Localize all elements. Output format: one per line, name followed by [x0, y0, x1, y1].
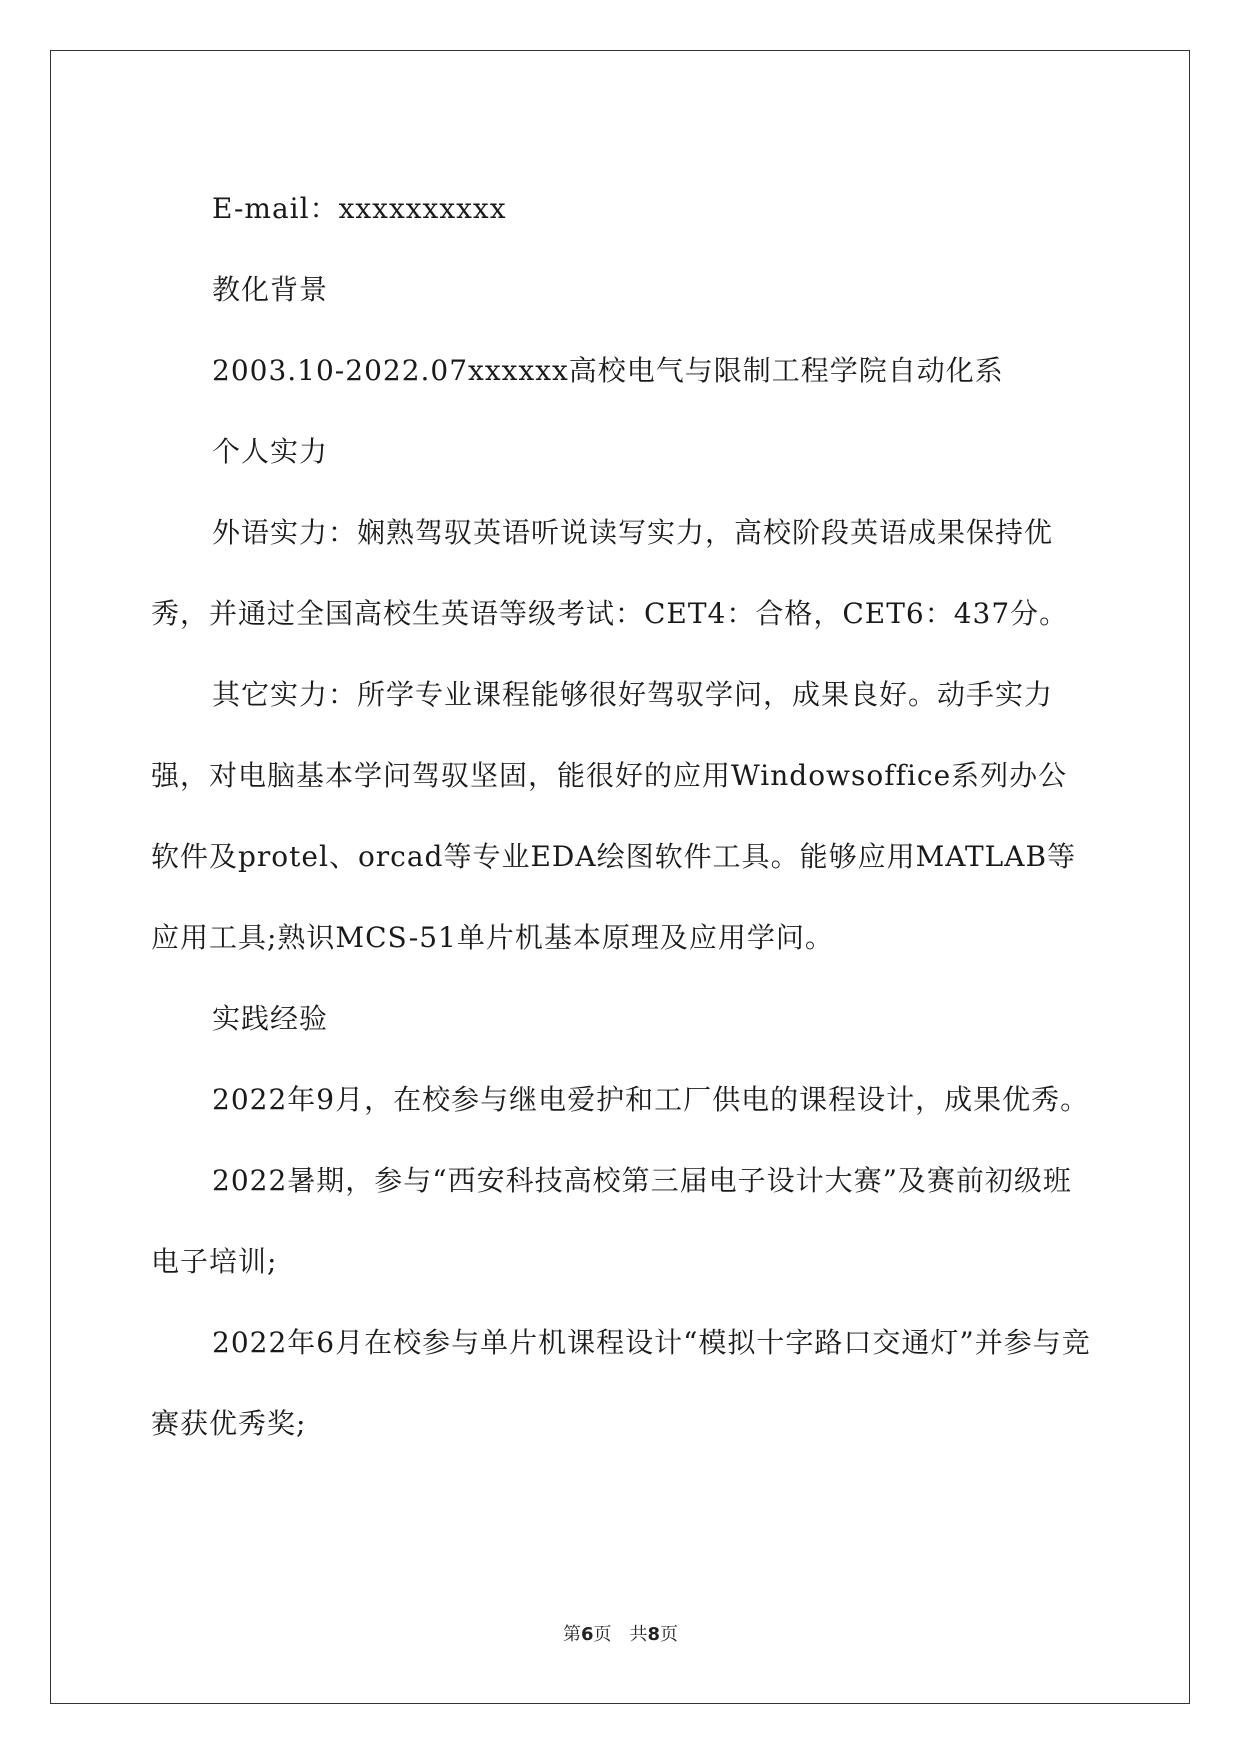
other-ability-paragraph: 其它实力：所学专业课程能够很好驾驭学问，成果良好。动手实力强，对电脑基本学问驾驭坚固，能很好的应用Windowsoffice系列办公软件及protel、orcad等专业EDA绘图软件工具。能够应用MATLAB等应用工具;熟识MCS-51单片机基本原理及应用学问。	[151, 678, 1077, 954]
document-body	[151, 168, 1091, 1464]
section-heading-experience: 实践经验	[212, 1002, 329, 1035]
footer-middle: 页 共	[593, 1624, 648, 1645]
section-heading-education: 教化背景	[212, 273, 329, 306]
footer-suffix: 页	[660, 1624, 679, 1645]
experience-entry: 2022年9月，在校参与继电爱护和工厂供电的课程设计，成果优秀。	[212, 1083, 1090, 1116]
page-footer	[0, 1620, 1241, 1646]
language-ability-paragraph: 外语实力：娴熟驾驭英语听说读写实力，高校阶段英语成果保持优秀，并通过全国高校生英语等级考试：CET4：合格，CET6：437分。	[151, 516, 1069, 630]
education-entry: 2003.10-2022.07xxxxxx高校电气与限制工程学院自动化系	[212, 354, 1004, 387]
total-page-number: 8	[647, 1624, 661, 1645]
footer-prefix: 第	[562, 1624, 581, 1645]
current-page-number: 6	[580, 1624, 594, 1645]
section-heading-abilities: 个人实力	[212, 435, 329, 468]
experience-entry: 2022年6月在校参与单片机课程设计“模拟十字路口交通灯”并参与竞赛获优秀奖;	[151, 1326, 1091, 1440]
experience-entry: 2022暑期，参与“西安科技高校第三届电子设计大赛”及赛前初级班电子培训;	[151, 1164, 1072, 1278]
email-line: E-mail：xxxxxxxxxx	[212, 192, 507, 225]
